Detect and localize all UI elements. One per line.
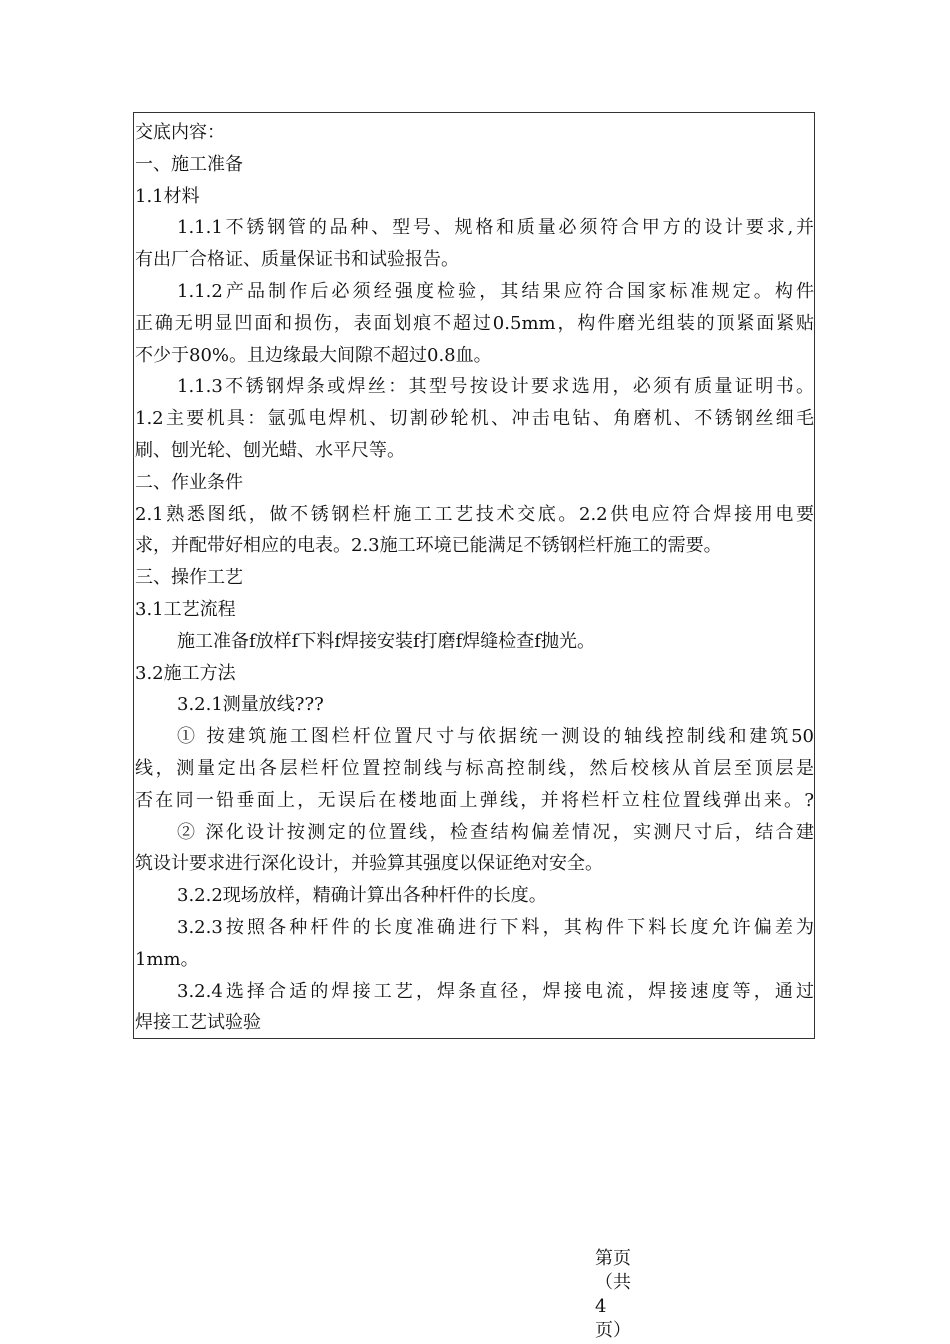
paragraph-line: 刷、刨光轮、刨光蜡、水平尺等。 [135, 439, 405, 461]
paragraph-line: 筑设计要求进行深化设计，并验算其强度以保证绝对安全。 [135, 853, 603, 875]
section-label: 交底内容： [135, 122, 225, 143]
paragraph-line: 求，并配带好相应的电表。2.3施工环境已能满足不锈钢栏杆施工的需要。 [135, 535, 722, 557]
heading-1-1: 1.1材料 [135, 185, 200, 207]
page-number-line: 第页 [595, 1248, 631, 1269]
paragraph-line: 正确无明显凹面和损伤，表面划痕不超过0.5mm，构件磨光组装的顶紧面紧贴 [135, 312, 814, 334]
paragraph-line: 线，测量定出各层栏杆位置控制线与标高控制线，然后校核从首层至顶层是 [135, 757, 814, 779]
page-number [595, 1247, 655, 1343]
paragraph-line: 1.2主要机具：氩弧电焊机、切割砂轮机、冲击电钻、角磨机、不锈钢丝细毛 [135, 408, 814, 430]
paragraph-line: 否在同一铅垂面上，无误后在楼地面上弹线，并将栏杆立柱位置线弹出来。? [135, 789, 814, 811]
paragraph-line: 1.1.1不锈钢管的品种、型号、规格和质量必须符合甲方的设计要求,并 [177, 217, 814, 239]
paragraph-line: 3.2.1测量放线??? [177, 694, 324, 716]
heading-3: 三、操作工艺 [135, 567, 243, 589]
paragraph-line: 1.1.3不锈钢焊条或焊丝：其型号按设计要求选用，必须有质量证明书。 [177, 376, 814, 398]
heading-3-2: 3.2施工方法 [135, 662, 236, 684]
heading-3-1: 3.1工艺流程 [135, 598, 236, 620]
paragraph-line: 3.2.3按照各种杆件的长度准确进行下料，其构件下料长度允许偏差为 [177, 916, 814, 938]
paragraph-line: ② 深化设计按测定的位置线，检查结构偏差情况，实测尺寸后，结合建 [177, 821, 814, 843]
paragraph-line: 不少于80%。且边缘最大间隙不超过0.8血。 [135, 344, 492, 366]
paragraph-line: 焊接工艺试验验 [135, 1012, 261, 1034]
paragraph-line: ① 按建筑施工图栏杆位置尺寸与依据统一测设的轴线控制线和建筑50 [177, 726, 814, 748]
paragraph-line: 3.2.2现场放样，精确计算出各种杆件的长度。 [177, 885, 547, 907]
page-number-line: （共 [595, 1272, 631, 1293]
page-number-line: 页） [595, 1320, 631, 1341]
paragraph-line: 2.1熟悉图纸，做不锈钢栏杆施工工艺技术交底。2.2供电应符合焊接用电要 [135, 503, 814, 525]
paragraph-line: 1mm。 [135, 948, 199, 970]
paragraph-line: 有出厂合格证、质量保证书和试验报告。 [135, 249, 459, 271]
heading-2: 二、作业条件 [135, 471, 243, 493]
content-box [133, 112, 815, 1039]
paragraph-line: 施工准备f放样f下料f焊接安装f打磨f焊缝检查f抛光。 [177, 630, 595, 652]
page-number-line: 4 [595, 1296, 607, 1317]
paragraph-line: 3.2.4选择合适的焊接工艺，焊条直径，焊接电流，焊接速度等，通过 [177, 980, 814, 1002]
heading-1: 一、施工准备 [135, 153, 243, 175]
paragraph-line: 1.1.2产品制作后必须经强度检验，其结果应符合国家标准规定。构件 [177, 280, 814, 302]
